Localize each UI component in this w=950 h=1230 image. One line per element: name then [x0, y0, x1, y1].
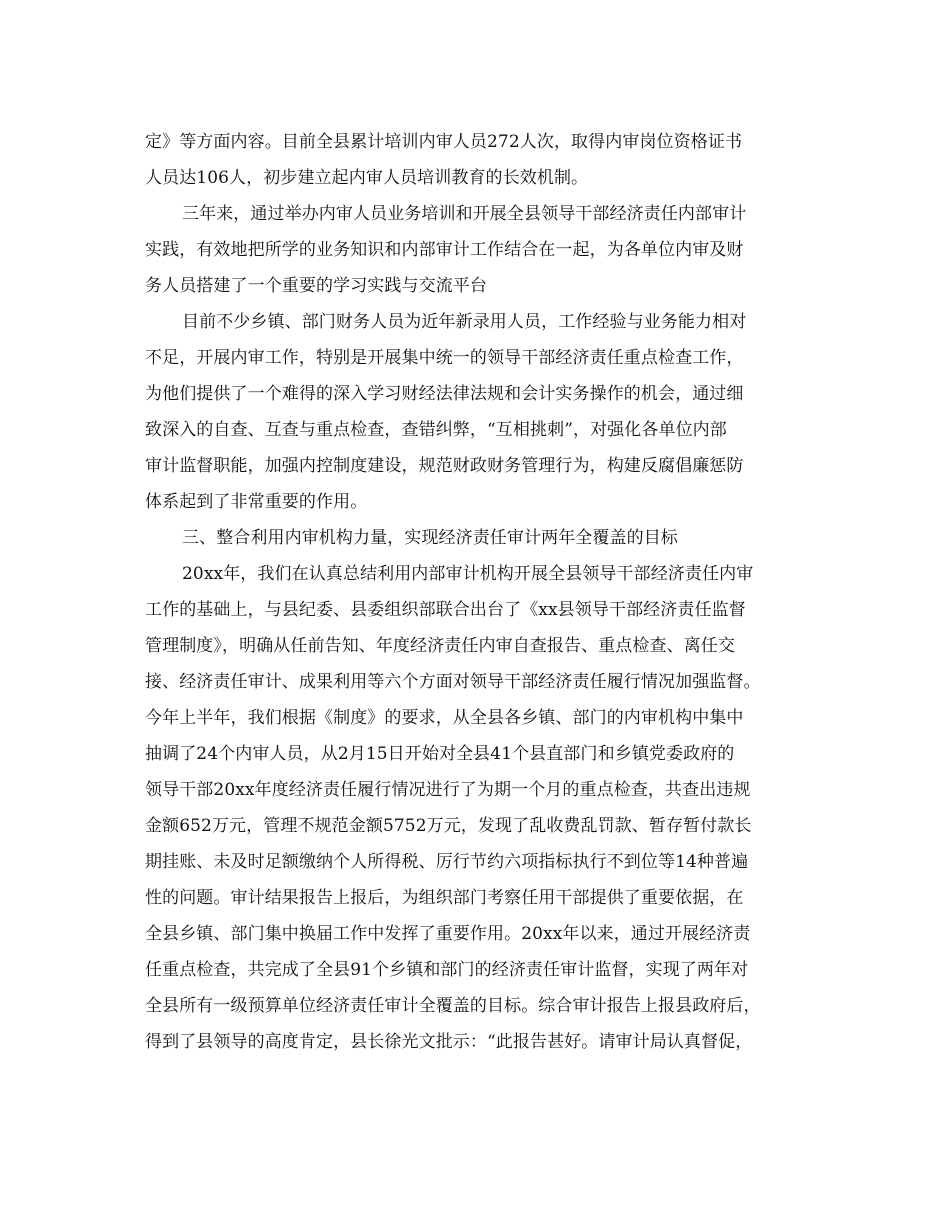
text-line-15: 管理制度》，明确从任前告知、年度经济责任内审自查报告、重点检查、离任交 — [145, 636, 735, 656]
text-line-2: 人员达106人，初步建立起内审人员培训教育的长效机制。 — [145, 168, 589, 188]
text-line-13: 20xx年，我们在认真总结利用内部审计机构开展全县领导干部经济责任内审 — [182, 564, 754, 584]
section-heading: 三、整合利用内审机构力量，实现经济责任审计两年全覆盖的目标 — [182, 528, 678, 548]
text-line-26: 得到了县领导的高度肯定，县长徐光文批示：“此报告甚好。请审计局认真督促， — [145, 1032, 753, 1052]
text-line-23: 全县乡镇、部门集中换届工作中发挥了重要作用。20xx年以来，通过开展经济责 — [145, 924, 751, 944]
text-line-25: 全县所有一级预算单位经济责任审计全覆盖的目标。综合审计报告上报县政府后， — [145, 996, 761, 1016]
text-line-6: 目前不少乡镇、部门财务人员为近年新录用人员，工作经验与业务能力相对 — [182, 312, 747, 332]
text-line-1: 定》等方面内容。目前全县累计培训内审人员272人次，取得内审岗位资格证书 — [145, 132, 743, 152]
text-line-24: 任重点检查，共完成了全县91个乡镇和部门的经济责任审计监督，实现了两年对 — [145, 960, 749, 980]
text-line-4: 实践，有效地把所学的业务知识和内部审计工作结合在一起，为各单位内审及财 — [145, 240, 744, 260]
text-line-14: 工作的基础上，与县纪委、县委组织部联合出台了《xx县领导干部经济责任监督 — [145, 600, 746, 620]
text-line-20: 金额652万元，管理不规范金额5752万元，发现了乱收费乱罚款、暂存暂付款长 — [145, 816, 752, 836]
text-line-17: 今年上半年，我们根据《制度》的要求，从全县各乡镇、部门的内审机构中集中 — [145, 708, 744, 728]
text-line-18: 抽调了24个内审人员，从2月15日开始对全县41个县直部门和乡镇党委政府的 — [145, 744, 735, 764]
text-line-21: 期挂账、未及时足额缴纳个人所得税、厉行节约六项指标执行不到位等14种普遍 — [145, 852, 749, 872]
text-line-3: 三年来，通过举办内审人员业务培训和开展全县领导干部经济责任内部审计 — [182, 204, 747, 224]
text-line-16: 接、经济责任审计、成果利用等六个方面对领导干部经济责任履行情况加强监督。 — [145, 672, 761, 692]
text-line-8: 为他们提供了一个难得的深入学习财经法律法规和会计实务操作的机会，通过细 — [145, 384, 744, 404]
text-line-22: 性的问题。审计结果报告上报后，为组织部门考察任用干部提供了重要依据，在 — [145, 888, 744, 908]
text-line-19: 领导干部20xx年度经济责任履行情况进行了为期一个月的重点检查，共查出违规 — [145, 780, 751, 800]
text-line-7: 不足，开展内审工作，特别是开展集中统一的领导干部经济责任重点检查工作， — [145, 348, 744, 368]
text-line-5: 务人员搭建了一个重要的学习实践与交流平台 — [145, 276, 487, 296]
text-line-9: 致深入的自查、互查与重点检查，查错纠弊，“互相挑刺”，对强化各单位内部 — [145, 420, 727, 440]
text-line-11: 体系起到了非常重要的作用。 — [145, 492, 368, 512]
text-line-10: 审计监督职能，加强内控制度建设，规范财政财务管理行为，构建反腐倡廉惩防 — [145, 456, 744, 476]
